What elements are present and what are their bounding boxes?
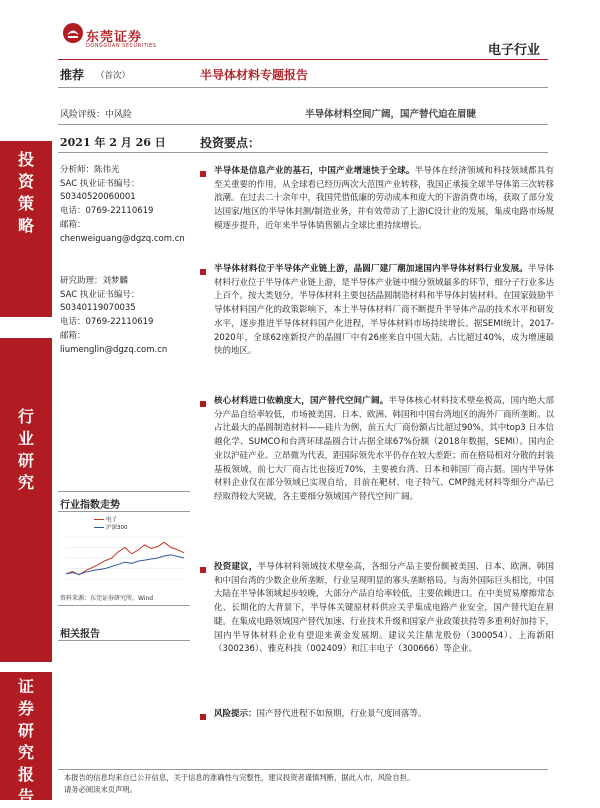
related-rule <box>58 640 190 641</box>
band-char: 证 <box>17 677 34 696</box>
band-char: 券 <box>17 699 34 718</box>
bullet-icon <box>200 401 206 407</box>
footer-read: 请务必阅读末页声明。 <box>64 784 137 794</box>
point-5 <box>214 708 554 722</box>
report-title: 半导体材料专题报告 <box>200 68 309 82</box>
report-date: 2021 年 2 月 26 日 <box>60 136 166 149</box>
point-text: 国产替代进程不如预期，行业景气度回落等。 <box>256 709 427 719</box>
band-char: 告 <box>17 787 34 806</box>
band-char: 研 <box>17 721 34 740</box>
analyst-email[interactable]: chenweiguang@dgzq.com.cn <box>60 233 185 244</box>
subtitle-rule <box>58 124 548 125</box>
logo-name: 东莞证券 <box>86 30 143 45</box>
point-4 <box>214 561 554 657</box>
risk-rating: 风险评级：中风险 <box>60 110 133 120</box>
analyst-sac: S0340520060001 <box>60 192 136 203</box>
analyst-sac-label: SAC 执业证书编号： <box>60 178 140 189</box>
analyst-1 <box>60 164 185 246</box>
point-text: 半导体材料行业位于半导体产业链上游，是半导体产业链中细分领域最多的环节，细分子行业多达上百个。按大类划分，半导体材料主要包括晶圆制造材料和半导体封装材料。在国家鼓励半导体材料国产化的政策影响下，本土半导体材料厂商不断提升半导体产品的技术水平和研发水平，逐步推进半导体材料国产化进程，半导体材料市场持续增长。据SEMI统计，2017-2020年，全球62座新投产的晶圆厂中有26座来自中国大陆，占比超过40%，成为增速最快的地区。 <box>214 264 555 357</box>
band-char: 业 <box>17 429 34 448</box>
main-heading: 投资要点： <box>200 136 261 150</box>
analyst-email[interactable]: liumenglin@dgzq.com.cn <box>60 344 168 355</box>
legend-label: 电子 <box>106 517 118 523</box>
bullet-icon <box>200 714 206 720</box>
industry-label: 电子行业 <box>487 43 540 58</box>
point-text: 半导体材料领域技术壁垒高，各细分产品主要份额被美国、日本、欧洲、韩国和中国台湾的少数企业所垄断，行业呈现明显的寡头垄断格局。与海外国际巨头相比，中国大陆在半导体领域起步较晚，大部分产品自给率较低，主要依赖进口。在中美贸易摩擦常态化、长期化的大背景下，半导体关键原材料供应关乎集成电路产业安全，国产替代迫在眉睫。在集成电路领域国产替代加速、行业技术升级和国家产业政策扶持等多重利好加持下，国内半导体材料企业有望迎来黄金发展期。建议关注鼎龙股份（300054）、上海新阳（300236）、雅克科技（002409）和江丰电子（300666）等企业。 <box>214 562 555 655</box>
band-char: 报 <box>17 765 34 784</box>
point-lead: 半导体是信息产业的基石，中国产业增速快于全球。 <box>214 166 415 176</box>
series-line-电子 <box>66 542 184 575</box>
band-char: 究 <box>17 473 34 492</box>
bullet-icon <box>200 171 206 177</box>
report-subtitle: 半导体材料空间广阔，国产替代迫在眉睫 <box>305 109 477 120</box>
point-lead: 核心材料进口依赖度大，国产替代空间广阔。 <box>214 396 389 406</box>
rating-first: （首次） <box>96 71 131 81</box>
band-char: 行 <box>17 407 34 426</box>
title-rule <box>58 87 548 88</box>
band-char: 略 <box>17 216 34 235</box>
legend-item <box>94 516 128 524</box>
bullet-icon <box>200 269 206 275</box>
band-char: 投 <box>17 150 34 169</box>
chart-bottom-rule <box>58 605 190 606</box>
band-top <box>0 141 52 317</box>
band-char: 资 <box>17 172 34 191</box>
related-title: 相关报告 <box>60 629 100 640</box>
logo <box>62 22 84 44</box>
rating-label: 推荐 <box>60 68 85 82</box>
analyst-email-label: 邮箱： <box>60 330 86 341</box>
legend-item <box>94 524 128 532</box>
point-3 <box>214 395 554 505</box>
legend-label: 沪深300 <box>106 525 128 531</box>
point-2 <box>214 263 554 359</box>
point-1 <box>214 165 554 234</box>
logo-en: DONGGUAN SECURITIES <box>86 43 157 49</box>
analyst-sac-label: SAC 执业证书编号： <box>60 289 140 300</box>
band-char: 究 <box>17 743 34 762</box>
analyst-2 <box>60 275 167 357</box>
analyst-phone: 电话：0769-22110619 <box>60 206 154 217</box>
band-bottom <box>0 672 52 806</box>
chart-title: 行业指数走势 <box>60 500 120 511</box>
analyst-email-label: 邮箱： <box>60 219 86 230</box>
bullet-icon <box>200 567 206 573</box>
header-rule <box>58 59 548 60</box>
analyst-phone: 电话：0769-22110619 <box>60 317 154 328</box>
chart-source: 资料来源：东莞证券研究所，Wind <box>60 595 154 602</box>
footer <box>64 772 584 795</box>
analyst-role: 研究助理：刘梦麟 <box>60 276 129 286</box>
chart-title-rule <box>58 511 190 512</box>
point-lead: 投资建议， <box>214 562 258 572</box>
point-text: 半导体在经济领域和科技领域都具有至关重要的作用，从全球看已经历两次大范围产业转移，我国正承接全球半导体第三次转移浪潮。在过去二十余年中，我国凭借低廉的劳动成本和庞大的下游消费市场，获取了部分发达国家/地区的半导体封测/制造业务，并有效带动了上游IC设计业的发展，集成电路市场规模逐步提升，近年来半导体销售额占全球比重持续增长。 <box>214 166 555 231</box>
footer-disclaimer: 本报告的信息均来自已公开信息，关于信息的准确性与完整性，建议投资者谨慎判断，据此入市，风险自担。 <box>64 773 415 782</box>
analyst-role: 分析师：陈伟光 <box>60 165 120 175</box>
point-lead: 风险提示： <box>214 709 257 719</box>
footer-rule <box>58 769 548 770</box>
chart-legend <box>94 516 128 532</box>
band-middle <box>0 338 52 662</box>
analyst-sac: S0340119070035 <box>60 303 136 314</box>
date-rule <box>58 152 548 153</box>
band-char: 研 <box>17 451 34 470</box>
point-text: 半导体核心材料技术壁垒极高，国内绝大部分产品自给率较低，市场被美国、日本、欧洲、韩国和中国台湾地区的海外厂商所垄断。以占比最大的晶圆制造材料——硅片为例，前五大厂商份额占比超过90%，其中top3 日本信越化学、SUMCO和台湾环球晶圆合计占据全球67%份额（2018年数据，SEMI）。国内企业以沪硅产业、立昂微为代表，距国际领先水平仍存在较大差距；而在格局相对分散的封装基板领域，前七大厂商占比也接近70%，主要被台湾、日本和韩国厂商占据。国内半导体材料企业仅在部分领域已实现自给，目前在靶材、电子特气、CMP抛光材料等细分产品已经取得较大突破，各主要细分领域国产替代空间广阔。 <box>214 396 555 502</box>
logo-emblem-icon <box>62 22 84 44</box>
point-lead: 半导体材料位于半导体产业链上游，晶圆厂建厂潮加速国内半导体材料行业发展。 <box>214 264 529 274</box>
chart-top-rule <box>58 491 190 492</box>
band-char: 策 <box>17 194 34 213</box>
